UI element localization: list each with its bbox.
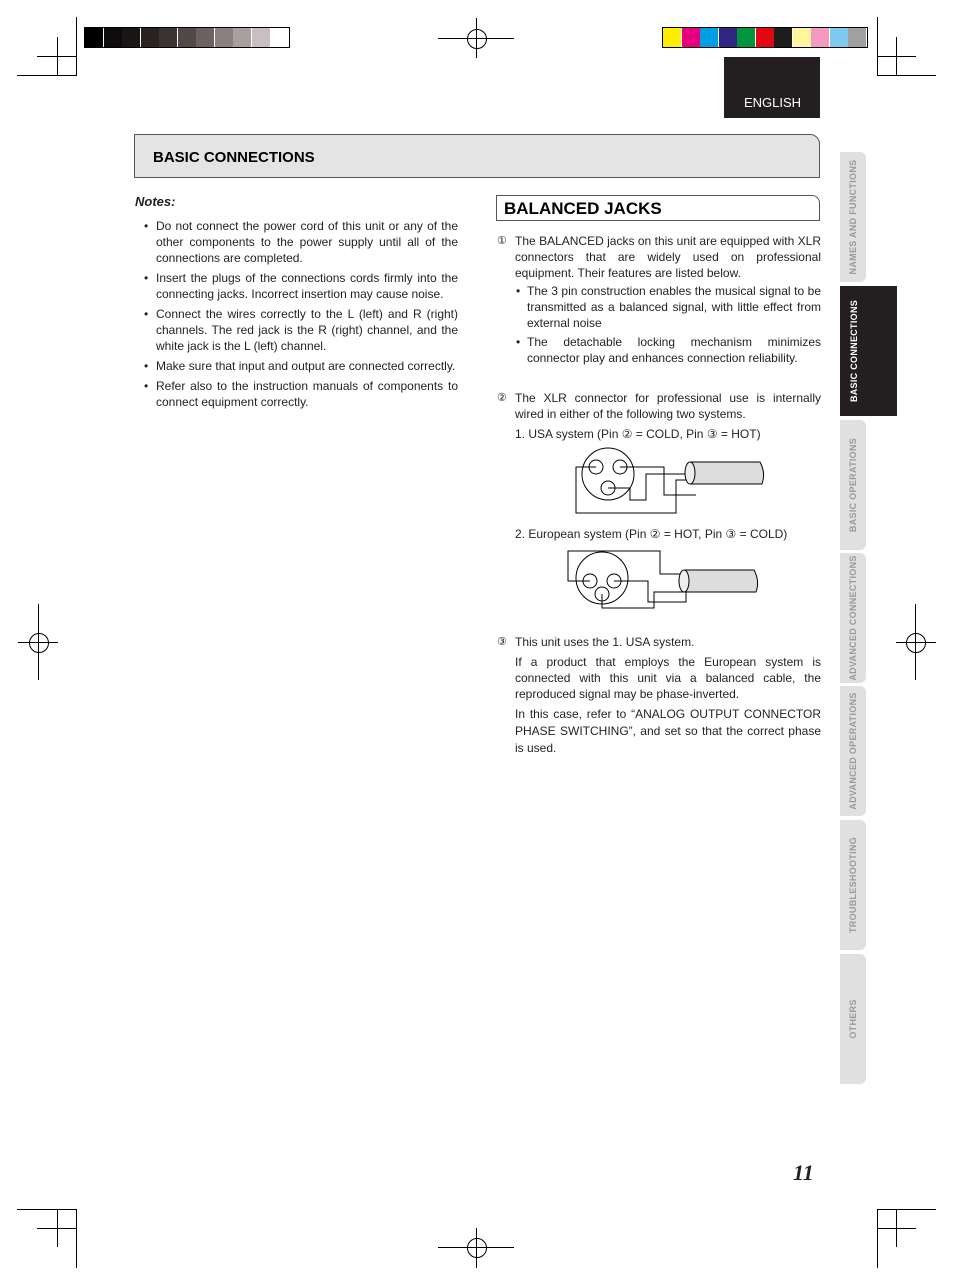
crop-mark [37,56,76,57]
paragraph: If a product that employs the European system is connected with this unit via a balanced cable, the reproduced signal may be phase-inverted. [515,655,821,701]
side-tab-label: NAMES AND FUNCTIONS [848,159,858,275]
crop-mark [877,17,878,76]
list-item: • Make sure that input and output are connected correctly. [144,358,458,374]
color-bar-frame [84,27,290,48]
balanced-jacks-title: BALANCED JACKS [504,199,662,218]
cable-end [679,570,689,592]
cable [684,570,758,592]
crop-mark [877,1209,878,1268]
crop-mark [17,1209,76,1210]
section-title: BASIC CONNECTIONS [153,149,315,166]
crop-mark [877,56,916,57]
side-tab-advanced-connections[interactable] [840,553,866,683]
side-tab-label: TROUBLESHOOTING [848,837,858,933]
color-bar-frame [662,27,868,48]
paragraph: In this case, refer to “ANALOG OUTPUT CONNECTOR PHASE SWITCHING”, and set so that the correct phase is used. [515,707,821,755]
usa-xlr-wiring-diagram [570,444,770,516]
side-tab-label: BASIC CONNECTIONS [849,299,859,403]
european-system-label: 2. European system (Pin ② = HOT, Pin ③ = COLD) [515,527,788,541]
side-tab-basic-operations[interactable] [840,420,866,550]
crop-mark [877,75,936,76]
side-tab-basic-connections[interactable] [840,286,897,416]
notes-list [144,218,458,414]
notes-heading: Notes: [135,194,176,209]
item-number: ② [497,392,507,404]
wire [608,474,690,500]
registration-mark [29,633,49,653]
registration-mark [906,633,926,653]
paragraph: This unit uses the 1. USA system. [515,635,695,649]
registration-mark [467,29,487,49]
european-xlr-wiring-diagram [564,548,764,624]
page-number: 11 [793,1160,814,1185]
side-tab-label: ADVANCED CONNECTIONS [848,555,858,681]
section-header [134,134,820,178]
side-tab-label: BASIC OPERATIONS [848,437,858,533]
crop-mark [17,75,76,76]
crop-mark [76,17,77,76]
registration-mark [467,1238,487,1258]
usa-system-label: 1. USA system (Pin ② = COLD, Pin ③ = HOT) [515,427,761,441]
balanced-jacks-header [496,195,820,221]
paragraph: The BALANCED jacks on this unit are equipped with XLR connectors that are widely used on professional equipment. Their features are listed below. [515,234,821,280]
list-item: • Insert the plugs of the connections cords firmly into the connecting jacks. Incorrect insertion may cause noise. [144,270,458,302]
item-number: ① [497,235,507,247]
side-tab-troubleshooting[interactable] [840,820,866,950]
side-tab-label: ADVANCED OPERATIONS [848,692,858,810]
side-tab-label: OTHERS [848,999,858,1039]
list-item: • Connect the wires correctly to the L (left) and R (right) channels. The red jack is the R (right) channel, and the white jack is the L (left) channel. [144,306,458,354]
crop-mark [76,1209,77,1268]
crop-mark [37,1228,76,1229]
paragraph: The XLR connector for professional use is internally wired in either of the following two systems. [515,391,821,421]
cable-end [685,462,695,484]
language-label: ENGLISH [744,95,802,110]
crop-mark [877,1209,936,1210]
side-tab-others[interactable] [840,954,866,1084]
bullet-item: • The 3 pin construction enables the musical signal to be transmitted as a balanced signal, with little effect from external noise [516,283,821,331]
side-tab-names-and-functions[interactable] [840,152,866,282]
crop-mark [877,1228,916,1229]
wire [602,592,684,608]
list-item: • Do not connect the power cord of this unit or any of the other components to the power supply until all of the connections are completed. [144,218,458,266]
bullet-item: • The detachable locking mechanism minimizes connector play and enhances connection reliability. [516,334,821,366]
language-tab [724,57,820,118]
side-tab-advanced-operations[interactable] [840,686,866,816]
xlr-connector-outline [582,448,634,500]
list-item: • Refer also to the instruction manuals of components to connect equipment correctly. [144,378,458,410]
cable [690,462,764,484]
item-number: ③ [497,636,507,648]
